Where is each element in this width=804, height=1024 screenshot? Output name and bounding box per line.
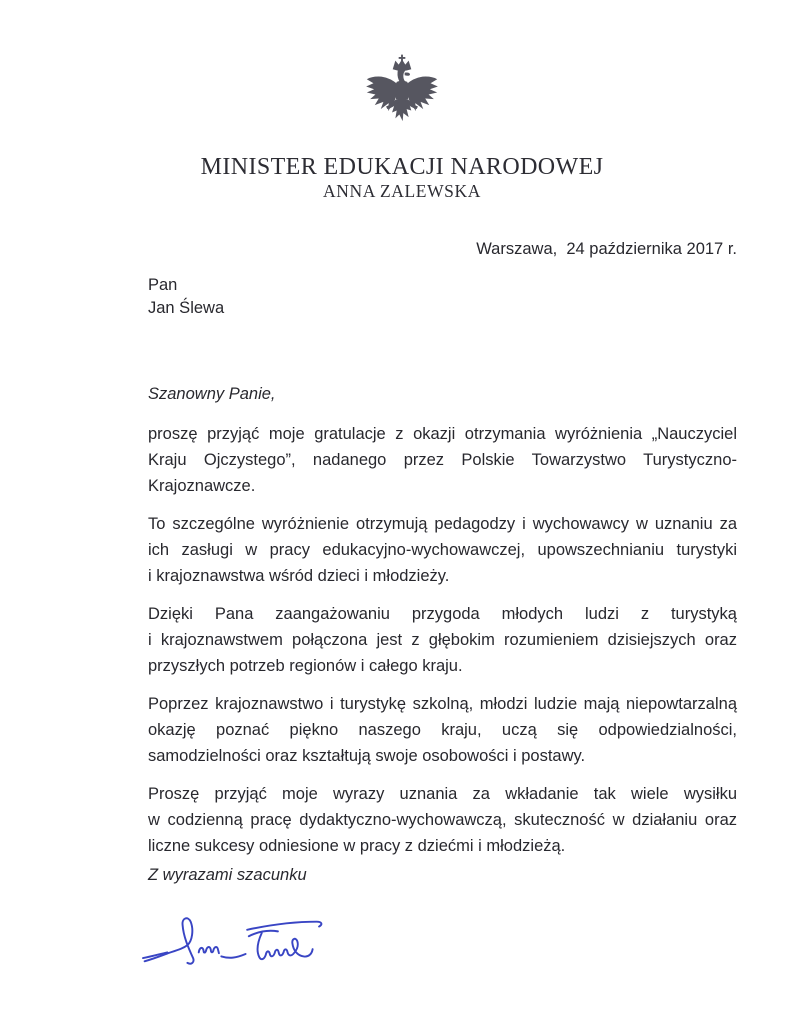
- letterhead: [0, 0, 804, 201]
- sender-title: MINISTER EDUKACJI NARODOWEJ: [200, 154, 604, 180]
- paragraph-5: Proszę przyjąć moje wyrazy uznania za wkładanie tak wiele wysiłku w codzienną pracę dydaktyczno-wychowawczą, skuteczność w działaniu oraz liczne sukcesy odniesione w pracy z dziećmi i młodzieżą.: [148, 785, 737, 855]
- letter-body: [148, 239, 737, 975]
- dateline: Warszawa, 24 października 2017 r.: [476, 240, 737, 258]
- signature-area: [140, 912, 737, 975]
- paragraph-1: proszę przyjąć moje gratulacje z okazji otrzymania wyróżnienia „Nauczyciel Kraju Ojczystego”, nadanego przez Polskie Towarzystwo Turystyczno-Krajoznawcze.: [148, 425, 737, 495]
- recipient-block: [148, 274, 737, 320]
- closing-phrase: Z wyrazami szacunku: [148, 866, 307, 884]
- paragraph-4: Poprzez krajoznawstwo i turystykę szkolną, młodzi ludzie mają niepowtarzalną okazję poznać piękno naszego kraju, uczą się odpowiedzialności, samodzielności oraz kształtują swoje osobowości i postawy.: [148, 695, 737, 765]
- recipient-name: Jan Ślewa: [148, 299, 225, 317]
- polish-eagle-emblem-icon: [362, 54, 442, 143]
- recipient-honorific: Pan: [148, 276, 178, 294]
- handwritten-signature-icon: [140, 912, 335, 975]
- sender-name: ANNA ZALEWSKA: [323, 181, 481, 201]
- salutation: Szanowny Panie,: [148, 385, 276, 403]
- paragraph-3: Dzięki Pana zaangażowaniu przygoda młodych ludzi z turystyką i krajoznawstwem połączona jest z głębokim rozumieniem dzisiejszych oraz przyszłych potrzeb regionów i całego kraju.: [148, 605, 737, 675]
- paragraph-2: To szczególne wyróżnienie otrzymują pedagodzy i wychowawcy w uznaniu za ich zasługi w pracy edukacyjno-wychowawczej, upowszechnianiu turystyki i krajoznawstwa wśród dzieci i młodzieży.: [148, 515, 737, 585]
